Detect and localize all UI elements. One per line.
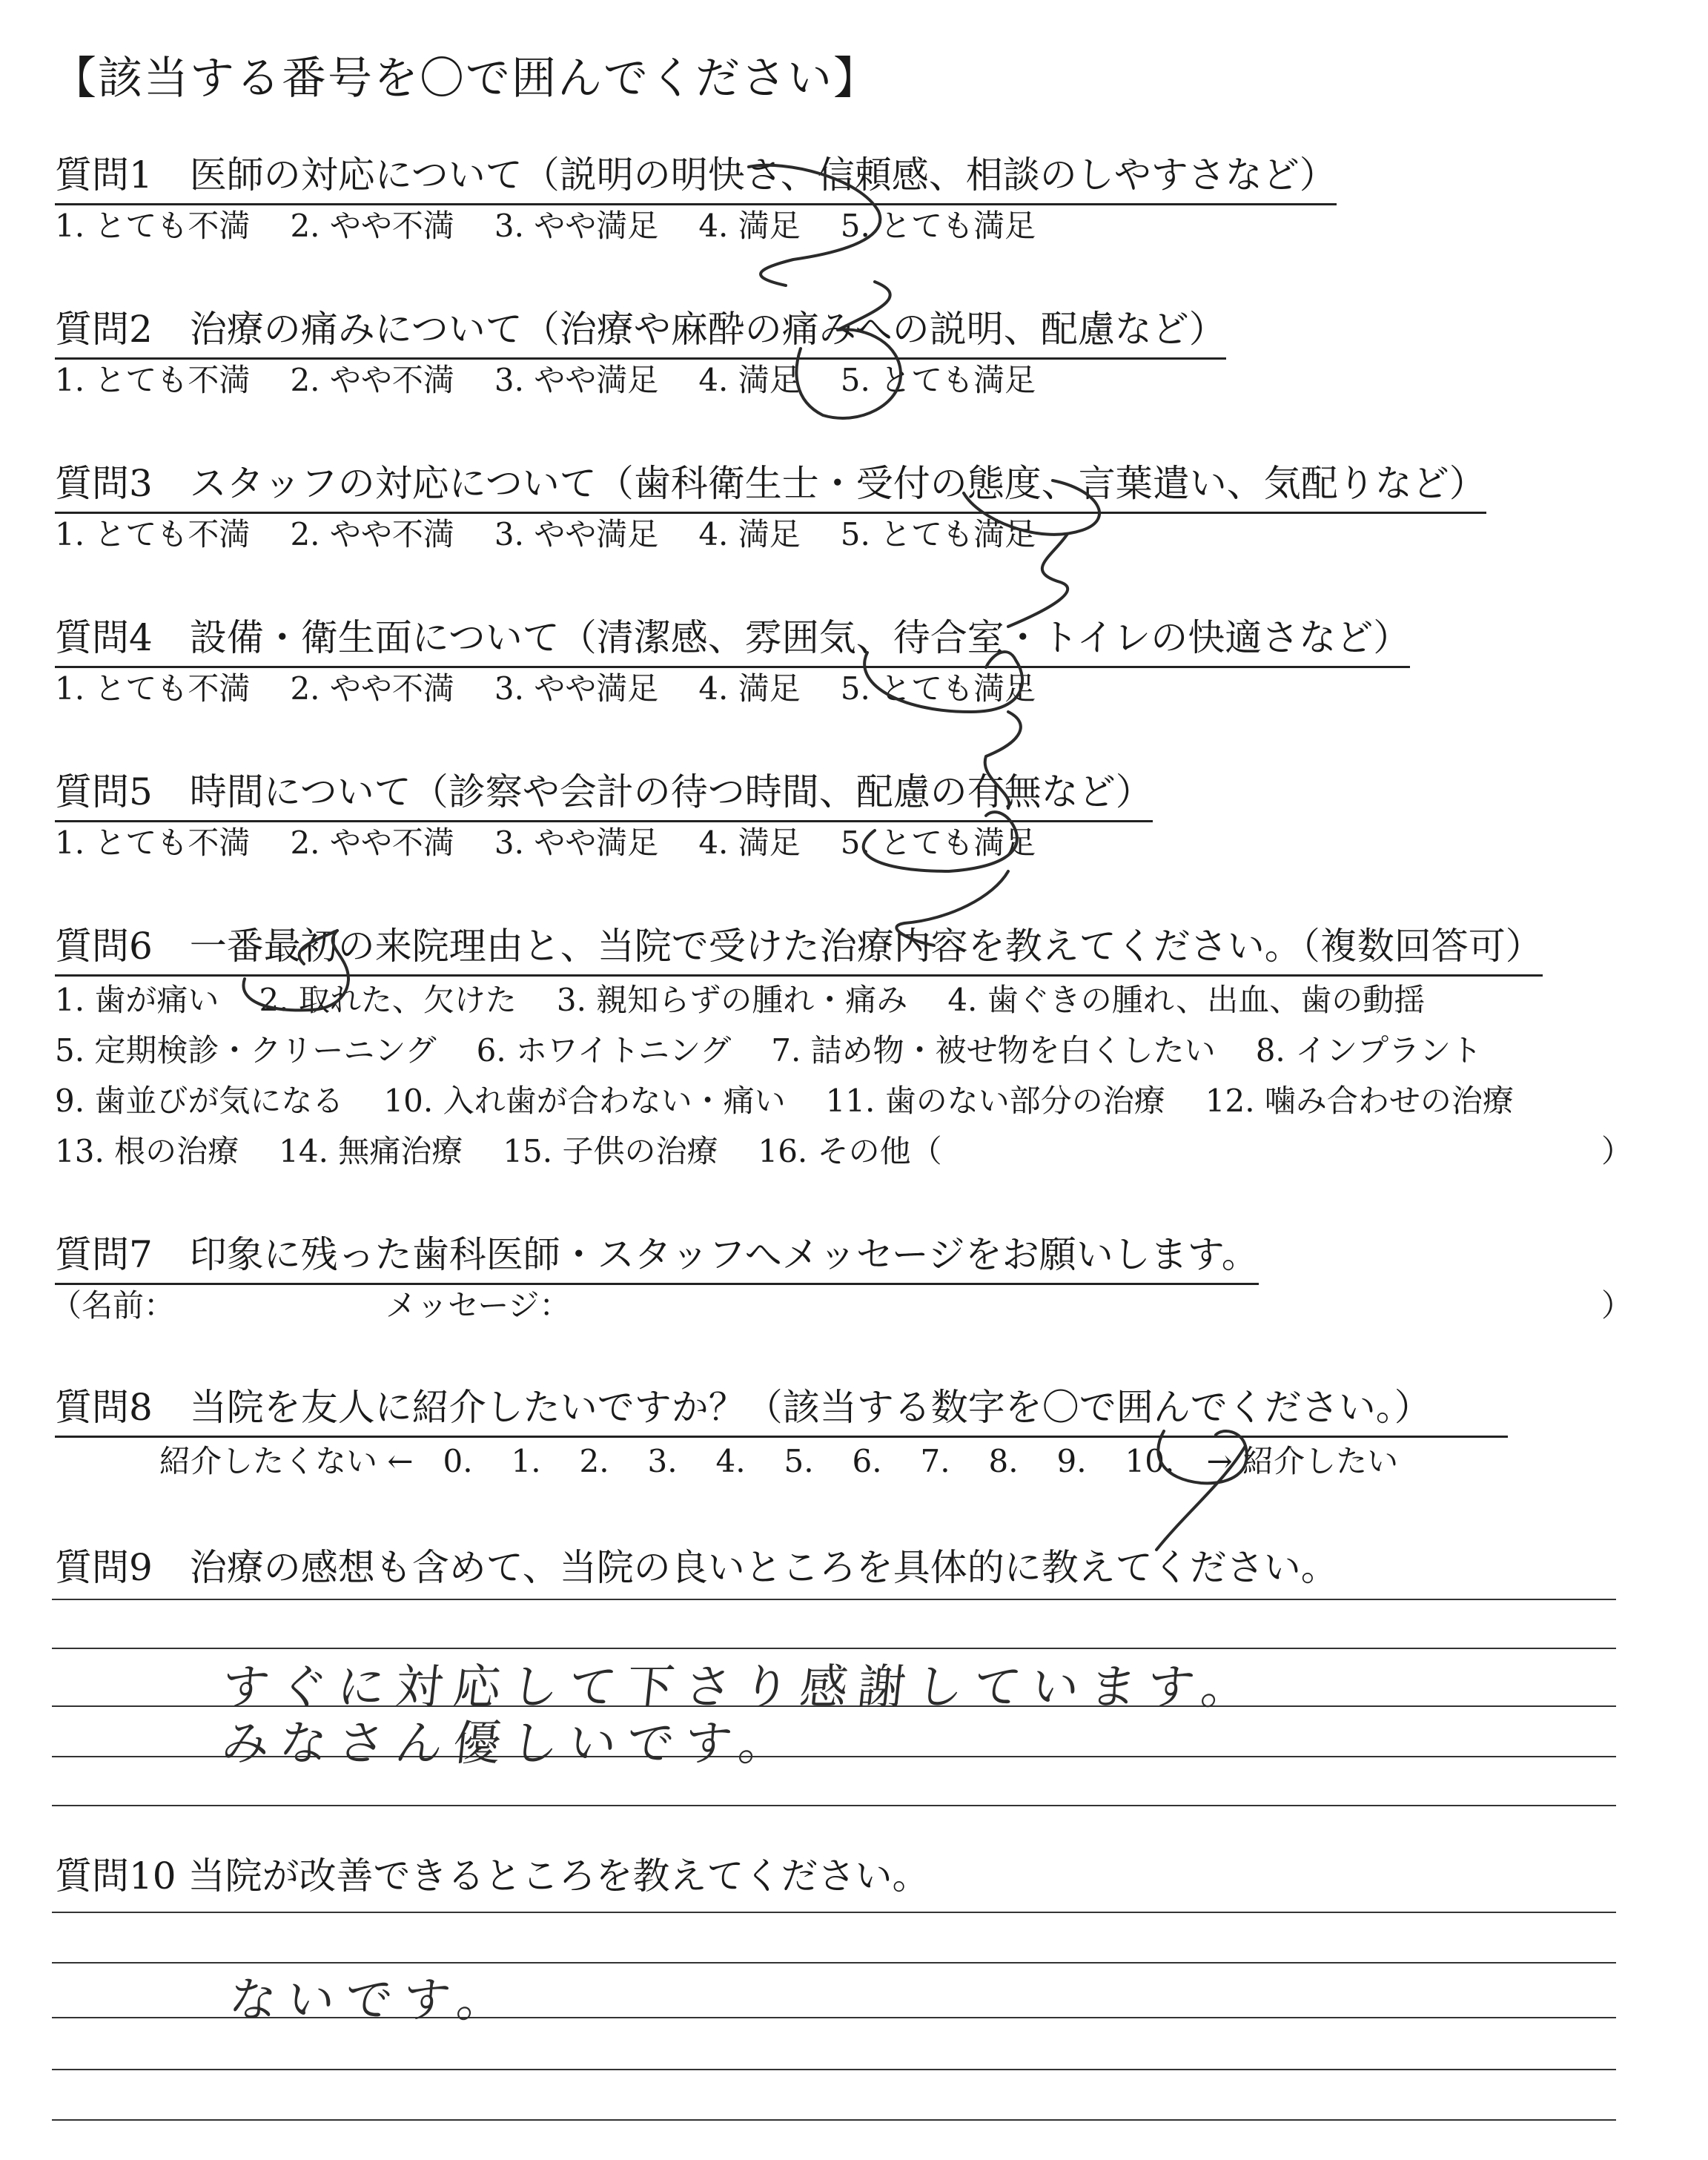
q2-option-3[interactable]: 3. やや満足 — [494, 362, 659, 398]
q10-answer-line — [52, 2119, 1616, 2121]
q6-option-9[interactable]: 9. 歯並びが気になる — [55, 1083, 344, 1119]
q6-close-paren: ） — [1601, 1133, 1633, 1169]
q1-option-5[interactable]: 5. とても満足 — [840, 208, 1036, 244]
q6-option-7[interactable]: 7. 詰め物・被せ物を白くしたい — [771, 1032, 1216, 1069]
q8-scale-5[interactable]: 5. — [784, 1443, 814, 1479]
q9-handwritten-line-2[interactable]: みなさん優しいです。 — [219, 1717, 800, 1771]
q6-option-6[interactable]: 6. ホワイトニング — [476, 1032, 732, 1069]
q1-option-4[interactable]: 4. 満足 — [698, 208, 801, 244]
question-5-options — [55, 819, 1076, 863]
q8-scale-3[interactable]: 3. — [647, 1443, 678, 1479]
question-10-title: 質問10 当院が改善できるところを教えてください。 — [55, 1855, 930, 1898]
q6-option-12[interactable]: 12. 噛み合わせの治療 — [1205, 1083, 1514, 1119]
q3-option-1[interactable]: 1. とても不満 — [55, 516, 251, 552]
q9-answer-line — [52, 1805, 1616, 1806]
q10-answer-line — [52, 2069, 1616, 2070]
q2-option-4[interactable]: 4. 満足 — [698, 362, 801, 398]
q6-row-3 — [55, 1077, 1554, 1121]
q4-option-1[interactable]: 1. とても不満 — [55, 670, 251, 707]
question-8-title: 質問8 当院を友人に紹介したいですか？（該当する数字を〇で囲んでください。） — [55, 1378, 1508, 1438]
q8-scale-4[interactable]: 4. — [715, 1443, 746, 1479]
q6-option-16[interactable]: 16. その他（ — [758, 1133, 942, 1169]
q6-row-4 — [55, 1127, 982, 1172]
q10-handwritten-answer[interactable]: ないです。 — [226, 1973, 518, 2028]
q3-option-2[interactable]: 2. やや不満 — [290, 516, 454, 552]
q8-scale-1[interactable]: 1. — [511, 1443, 541, 1479]
q2-option-2[interactable]: 2. やや不満 — [290, 362, 454, 398]
q4-option-3[interactable]: 3. やや満足 — [494, 670, 659, 707]
q6-option-5[interactable]: 5. 定期検診・クリーニング — [55, 1032, 437, 1069]
q8-scale-0[interactable]: 0. — [443, 1443, 473, 1479]
q2-option-1[interactable]: 1. とても不満 — [55, 362, 251, 398]
question-3-title: 質問3 スタッフの対応について（歯科衛生士・受付の態度、言葉遣い、気配りなど） — [55, 454, 1486, 514]
q8-scale-9[interactable]: 9. — [1056, 1443, 1087, 1479]
q5-option-5[interactable]: 5. とても満足 — [840, 825, 1036, 861]
q8-right-label: → 紹介したい — [1206, 1443, 1399, 1479]
q7-close-paren: ） — [1601, 1287, 1633, 1324]
q6-option-15[interactable]: 15. 子供の治療 — [503, 1133, 718, 1169]
q8-scale-10[interactable]: 10. — [1125, 1443, 1175, 1479]
q10-answer-line — [52, 1912, 1616, 1913]
question-1-options — [55, 202, 1076, 246]
q8-scale-8[interactable]: 8. — [988, 1443, 1019, 1479]
q8-scale-7[interactable]: 7. — [920, 1443, 950, 1479]
q1-option-1[interactable]: 1. とても不満 — [55, 208, 251, 244]
q8-scale-row — [159, 1437, 1398, 1482]
q8-left-label: 紹介したくない ← — [159, 1443, 414, 1479]
q6-option-3[interactable]: 3. 親知らずの腫れ・痛み — [556, 982, 908, 1018]
q5-option-2[interactable]: 2. やや不満 — [290, 825, 454, 861]
q4-option-5[interactable]: 5. とても満足 — [840, 670, 1036, 707]
question-3-options — [55, 510, 1076, 555]
question-2-title: 質問2 治療の痛みについて（治療や麻酔の痛みへの説明、配慮など） — [55, 300, 1226, 360]
question-4-title: 質問4 設備・衛生面について（清潔感、雰囲気、待合室・トイレの快適さなど） — [55, 608, 1410, 668]
q6-option-2[interactable]: 2. 取れた、欠けた — [259, 982, 517, 1018]
question-6-title: 質問6 一番最初の来院理由と、当院で受けた治療内容を教えてください。（複数回答可） — [55, 916, 1543, 977]
q9-answer-line — [52, 1599, 1616, 1600]
q8-scale-6[interactable]: 6. — [852, 1443, 882, 1479]
question-2-options — [55, 356, 1076, 400]
q6-option-14[interactable]: 14. 無痛治療 — [279, 1133, 463, 1169]
question-7-title: 質問7 印象に残った歯科医師・スタッフへメッセージをお願いします。 — [55, 1225, 1259, 1285]
q5-option-3[interactable]: 3. やや満足 — [494, 825, 659, 861]
q5-option-4[interactable]: 4. 満足 — [698, 825, 801, 861]
q1-option-3[interactable]: 3. やや満足 — [494, 208, 659, 244]
q6-option-8[interactable]: 8. インプラント — [1255, 1032, 1483, 1069]
q6-option-13[interactable]: 13. 根の治療 — [55, 1133, 239, 1169]
q9-handwritten-line-1[interactable]: すぐに対応して下さり感謝しています。 — [219, 1660, 1262, 1715]
q3-option-5[interactable]: 5. とても満足 — [840, 516, 1036, 552]
q6-row-1 — [55, 976, 1465, 1020]
q7-message-label: メッセージ： — [385, 1287, 571, 1324]
q6-row-2 — [55, 1026, 1522, 1071]
question-5-title: 質問5 時間について（診察や会計の待つ時間、配慮の有無など） — [55, 762, 1153, 822]
q3-option-4[interactable]: 4. 満足 — [698, 516, 801, 552]
question-1-title: 質問1 医師の対応について（説明の明快さ、信頼感、相談のしやすさなど） — [55, 145, 1337, 205]
q6-option-1[interactable]: 1. 歯が痛い — [55, 982, 219, 1018]
question-9-title: 質問9 治療の感想も含めて、当院の良いところを具体的に教えてください。 — [55, 1546, 1338, 1589]
q4-option-4[interactable]: 4. 満足 — [698, 670, 801, 707]
q6-option-4[interactable]: 4. 歯ぐきの腫れ、出血、歯の動揺 — [947, 982, 1426, 1018]
q1-option-2[interactable]: 2. やや不満 — [290, 208, 454, 244]
q2-option-5[interactable]: 5. とても満足 — [840, 362, 1036, 398]
q4-option-2[interactable]: 2. やや不満 — [290, 670, 454, 707]
q6-option-11[interactable]: 11. 歯のない部分の治療 — [825, 1083, 1165, 1119]
q3-option-3[interactable]: 3. やや満足 — [494, 516, 659, 552]
instruction-heading: 【該当する番号を〇で囲んでください】 — [52, 53, 879, 105]
q5-option-1[interactable]: 1. とても不満 — [55, 825, 251, 861]
q8-scale-2[interactable]: 2. — [579, 1443, 609, 1479]
question-4-options — [55, 664, 1076, 709]
q6-option-10[interactable]: 10. 入れ歯が合わない・痛い — [383, 1083, 786, 1119]
q7-name-label: （名前： — [50, 1287, 176, 1324]
